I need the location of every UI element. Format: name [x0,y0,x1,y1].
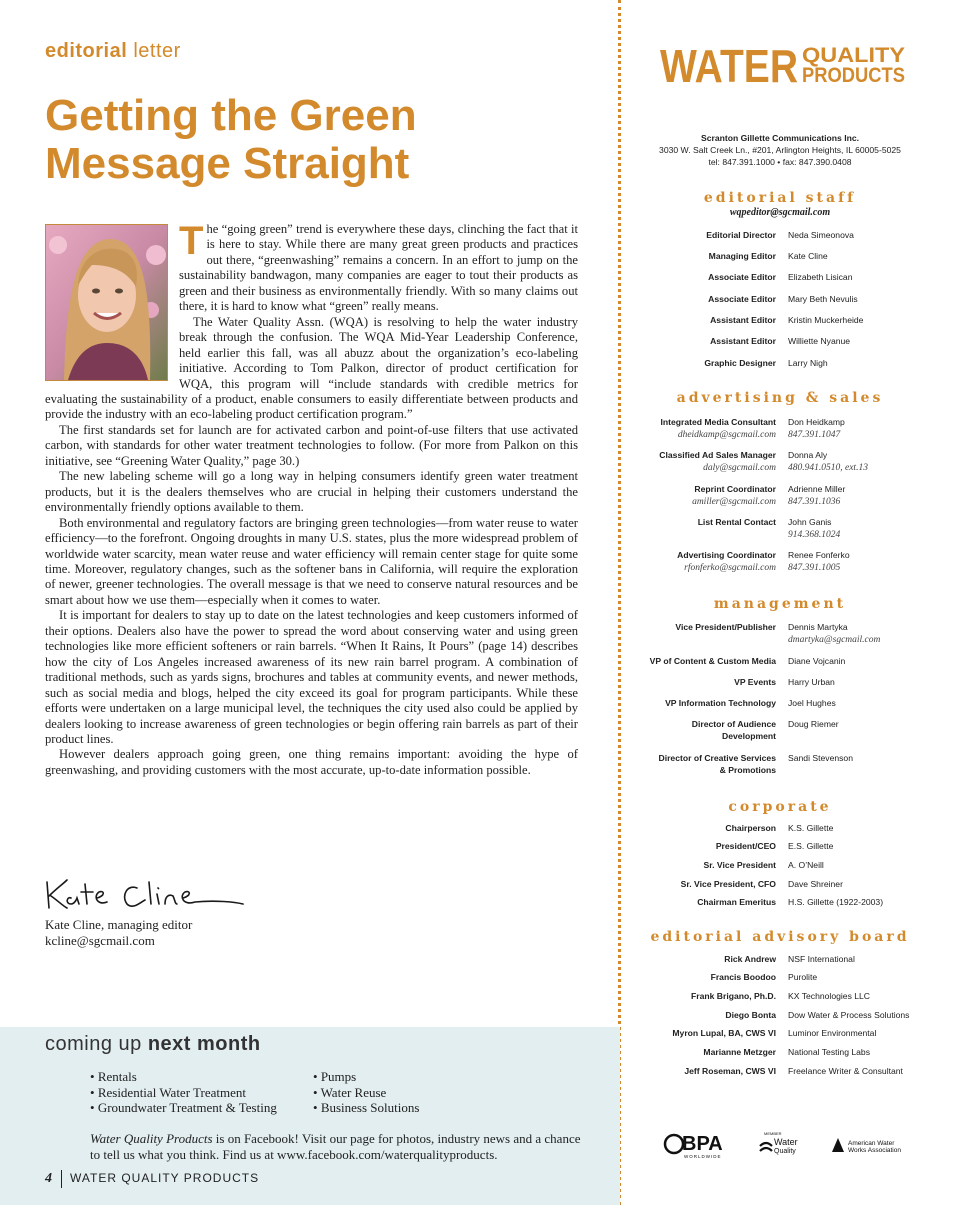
photo-wrap-space [45,222,179,382]
paragraph-4: The new labeling scheme will go a long way in helping consumers identify green water treatment products, but it is the dealers themselves who are crucial in helping their customers understand the environmentally friendly options available to them. [45,469,578,515]
publisher-info [630,132,930,168]
editorial-staff-heading: editorial staff [703,190,857,206]
author-email[interactable]: kcline@sgcmail.com [45,933,155,948]
awwa-logo [832,1138,901,1154]
wqp-logo [660,42,910,86]
publisher-address: 3030 W. Salt Creek Ln., #201, Arlington Heights, IL 60005-5025 [659,145,901,155]
svg-text:WATER: WATER [660,42,798,86]
corporate-heading: corporate [728,799,832,815]
coming-up-list-1 [90,1069,277,1116]
advertising-heading: advertising & sales [676,390,884,406]
editorial-body [45,219,578,778]
page-title: Getting the Green Message Straight [45,91,417,188]
svg-text:American Water: American Water [848,1140,895,1147]
handwritten-signature [45,874,245,914]
facebook-note: Water Quality Products is on Facebook! Visit our page for photos, industry news and a chance to tell us what you think. Find us at www.facebook.com/waterqualityproducts. [90,1131,581,1162]
partner-logos [660,1130,910,1160]
list-item: • Residential Water Treatment [90,1085,277,1101]
page-number: 4 [45,1171,53,1187]
coming-up-list-2 [313,1069,419,1116]
svg-text:WORLDWIDE: WORLDWIDE [684,1154,722,1159]
paragraph-2: The Water Quality Assn. (WQA) is resolving to help the water industry break through the confusion. The WQA Mid-Year Leadership Conference, held earlier this fall, was all abuzz about the organization’s eco-labeling initiative. According to Tom Palkon, director of product certification for WQA, this program will “include standards with credible metrics for evaluating the sustainability of a product, enable consumers to easily differentiate between products and provide the industry with an eco-labeling product certification program.” [45,314,578,422]
list-item: • Rentals [90,1069,277,1085]
svg-text:PRODUCTS: PRODUCTS [802,64,905,86]
list-item: • Business Solutions [313,1100,419,1116]
paragraph-1: The “going green” trend is everywhere these days, clinching the fact that it is here to stay. While there are many great green products and practices out there, “greenwashing” remains a concern. In an effort to jump on the sustainability bandwagon, many companies are eager to tout their products as green and their business as environmentally friendly. With so many claims out there, it is hard to know what “green” really means. [179,219,578,314]
paragraph-5: Both environmental and regulatory factors are bringing green technologies—from water reuse to water efficiency—to the forefront. Ongoing droughts in many U.S. states, plus the more widespread problem of worldwide water scarcity, mean water reuse and water efficiency will remain center stage for quite some time. Moreover, regulatory changes, such as the softener bans in California, will require the exploration of newer, greener technologies. The overall message is that we need to conserve natural resources and be smart about how we use them—especially when it comes to water. [45,515,578,607]
svg-text:Quality: Quality [774,1148,796,1155]
svg-text:QUALITY: QUALITY [802,44,905,67]
page-folio [45,1170,259,1188]
advisory-board-heading: editorial advisory board [650,929,910,945]
list-item: • Water Reuse [313,1085,419,1101]
svg-text:Works Association: Works Association [848,1147,901,1154]
section-kicker: editorial letter [45,40,181,62]
management-heading: management [713,596,847,612]
list-item: • Groundwater Treatment & Testing [90,1100,277,1116]
water-quality-logo [760,1131,798,1155]
publisher-name: Scranton Gillette Communications Inc. [700,133,860,143]
svg-text:MEMBER: MEMBER [764,1131,782,1136]
dotted-divider [618,0,621,1205]
paragraph-3: The first standards set for launch are for activated carbon and point-of-use filters that use activated carbon, with standards for other water treatment technologies to follow. (For more from Palkon on this initiative, see “Greening Water Quality,” page 30.) [45,422,578,468]
author-name-title: Kate Cline, managing editor [45,917,193,932]
paragraph-6: It is important for dealers to stay up to date on the latest technologies and keep customers informed of their options. Dealers also have the power to spread the word about conserving water and using green technologies like more efficient softeners or rain barrels. “When It Rains, It Pours” (page 14) describes how the city of Los Angeles increased awareness of its new rain barrel program. A combination of traditional methods, such as yards signs, brochures and tables at community events, and newer methods, such as social media and blogs, helped the city exceed its goal for program participants. While these efforts were undertaken on a large municipal level, the techniques the city used also could be applied by dealers looking to increase awareness of green technologies or begin offering rain barrels as part of their product lines. [45,608,578,746]
publisher-phone: tel: 847.391.1000 • fax: 847.390.0408 [708,157,852,167]
svg-text:Water: Water [774,1137,798,1147]
drop-cap: T [179,219,204,263]
list-item: • Pumps [313,1069,419,1085]
svg-text:BPA: BPA [682,1133,723,1155]
publication-name: WATER QUALITY PRODUCTS [70,1171,260,1186]
bpa-logo [665,1133,723,1159]
signature-block [45,917,192,949]
folio-rule [61,1170,62,1188]
paragraph-7: However dealers approach going green, one thing remains important: avoiding the hype of greenwashing, and providing customers with the most accurate, up-to-date information possible. [45,747,578,777]
editorial-email[interactable]: wqpeditor@sgcmail.com [729,207,831,218]
coming-up-title: coming up next month [45,1033,261,1055]
